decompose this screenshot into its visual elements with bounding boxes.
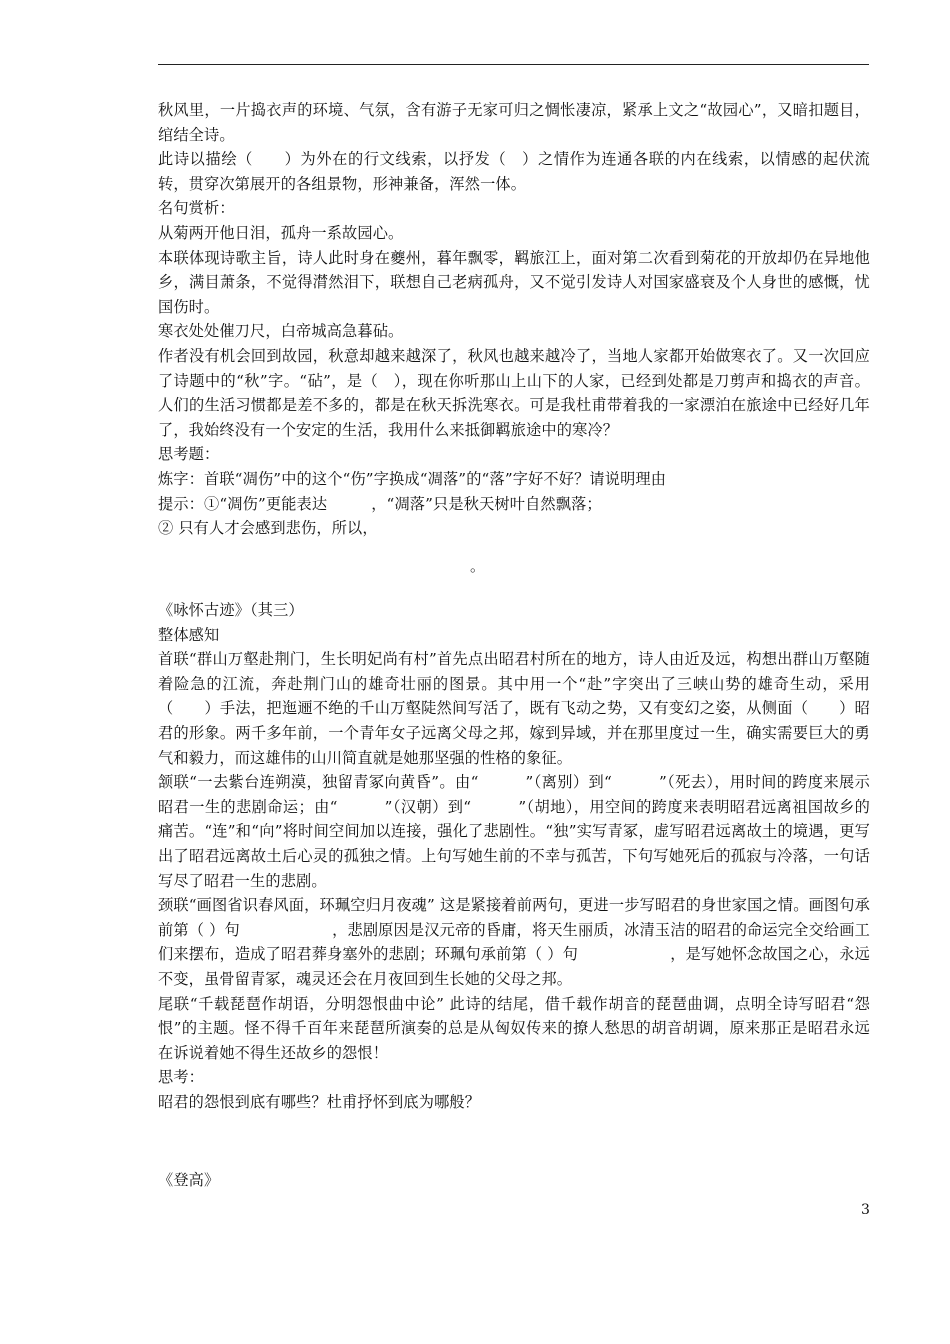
section-denggao: [158, 1168, 870, 1193]
paragraph: 尾联“千载琵琶作胡语，分明怨恨曲中论” 此诗的结尾，借千载作胡音的琵琶曲调，点明全诗写昭君“怨恨”的主题。怪不得千百年来琵琶所演奏的总是从匈奴传来的撩人愁思的胡音胡调，原来那正是昭君永远在诉说着她不得生还故乡的怨恨！: [158, 994, 870, 1062]
section-title: 《咏怀古迹》（其三）: [158, 601, 304, 619]
paragraph: 颈联“画图省识春风面，环珮空归月夜魂” 这是紧接着前两句，更进一步写昭君的身世家国之情。画图句承前第（ ）句 ，悲剧原因是汉元帝的昏庸，将天生丽质，冰清玉洁的昭君的命运完全交给画工们来摆布，造成了昭君葬身塞外的悲剧；环珮句承前第（ ）句 ，是写她怀念故国之心，永远不变，虽骨留青冢，魂灵还会在月夜回到生长她的父母之邦。: [158, 896, 870, 988]
paragraph: 颔联“一去紫台连朔漠，独留青冢向黄昏”。由“ ”（离别）到“ ”（死去），用时间的跨度来展示昭君一生的悲剧命运；由“ ”（汉朝）到“ ”（胡地），用空间的跨度来表明昭君远离祖国故乡的痛苦。“连”和“向”将时间空间加以连接，强化了悲剧性。“独”实写青冢，虚写昭君远离故土的境遇，更写出了昭君远离故土后心灵的孤独之情。上句写她生前的不幸与孤苦，下句写她死后的孤寂与冷落，一句话写尽了昭君一生的悲剧。: [158, 773, 870, 890]
section-title: 《登高》: [158, 1171, 220, 1189]
paragraph: 首联“群山万壑赴荆门，生长明妃尚有村”首先点出昭君村所在的地方，诗人由近及远，构想出群山万壑随着险急的江流，奔赴荆门山的雄奇壮丽的图景。其中用一个“赴”字突出了三峡山势的雄奇生动，采用（ ）手法，把迤逦不绝的千山万壑陡然间写活了，既有飞动之势，又有变幻之姿，从侧面（ ）昭君的形象。两千多年前，一个青年女子远离父母之邦，嫁到异域，并在那里度过一生，确实需要巨大的勇气和毅力，而这雄伟的山川简直就是她那坚强的性格的象征。: [158, 650, 870, 767]
header-rule: [158, 64, 869, 65]
paragraph: 本联体现诗歌主旨，诗人此时身在夔州，暮年飘零，羁旅江上，面对第二次看到菊花的开放却仍在异地他乡，满目萧条，不觉得潸然泪下，联想自己老病孤舟，又不觉引发诗人对国家盛衰及个人身世的感慨，忧国伤时。: [158, 248, 870, 316]
subheading: 名句赏析：: [158, 199, 235, 218]
hint-line: ② 只有人才会感到悲伤，所以，: [158, 519, 378, 538]
verse-line: 从菊两开他日泪，孤舟一系故园心。: [158, 223, 404, 242]
page-number: 3: [861, 1202, 870, 1218]
section-qiuxing: [158, 98, 870, 541]
trailing-period: 。: [470, 557, 486, 575]
verse-line: 寒衣处处催刀尺，白帝城高急暮砧。: [158, 322, 404, 341]
paragraph: 作者没有机会回到故园，秋意却越来越深了，秋风也越来越冷了，当地人家都开始做寒衣了。又一次回应了诗题中的“秋”字。“砧”，是（ ），现在你听那山上山下的人家，已经到处都是刀剪声和捣衣的声音。人们的生活习惯都是差不多的，都是在秋天拆洗寒衣。可是我杜甫带着我的一家漂泊在旅途中已经好几年了，我始终没有一个安定的生活，我用什么来抵御羁旅途中的寒冷？: [158, 346, 870, 439]
hint-part-2: ，“凋落”只是秋天树叶自然飘落；: [371, 494, 602, 513]
paragraph: 秋风里，一片捣衣声的环境、气氛，含有游子无家可归之惆怅凄凉，紧承上文之“故园心”，又暗扣题目，绾结全诗。: [158, 101, 870, 144]
paragraph: 此诗以描绘（ ）为外在的行文线索，以抒发（ ）之情作为连通各联的内在线索，以情感的起伏流转，贯穿次第展开的各组景物，形神兼备，浑然一体。: [158, 150, 870, 193]
hint-part-1: 提示：①“凋伤”更能表达: [158, 494, 328, 513]
question: 昭君的怨恨到底有哪些？杜甫抒怀到底为哪般？: [158, 1092, 481, 1111]
hint-line: [158, 492, 870, 517]
subheading: 整体感知: [158, 625, 220, 644]
section-yonghuai: [158, 598, 870, 1114]
subheading: 思考题：: [158, 445, 220, 464]
subheading: 思考：: [158, 1068, 205, 1087]
question: 炼字：首联“凋伤”中的这个“伤”字换成“凋落”的“落”字好不好？请说明理由: [158, 469, 667, 488]
